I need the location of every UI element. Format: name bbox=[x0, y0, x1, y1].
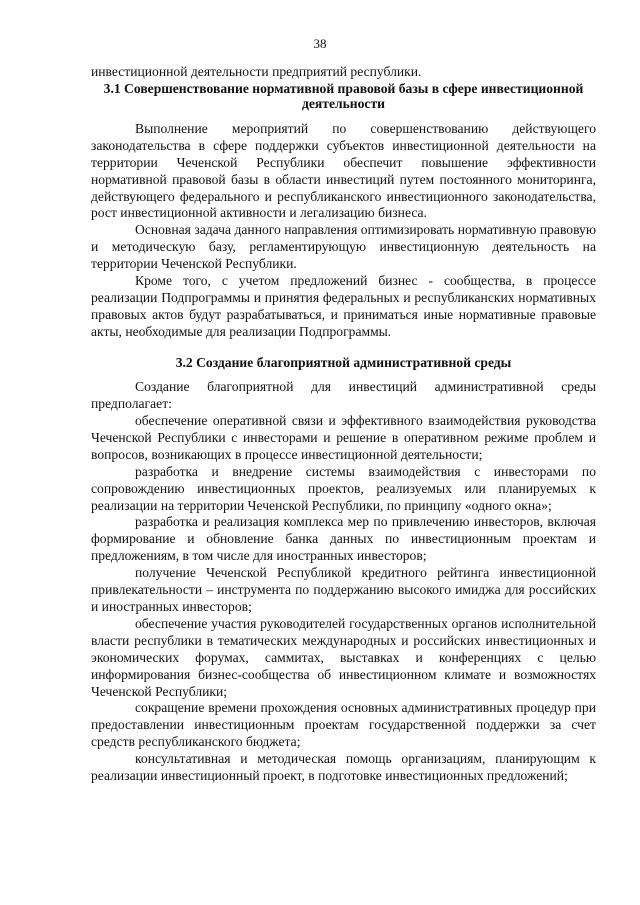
section-heading-3-2: 3.2 Создание благоприятной административной среды bbox=[175, 354, 512, 370]
paragraph: Кроме того, с учетом предложений бизнес - сообщества, в процессе реализации Подпрограммы и принятия федеральных и республиканских нормативных правовых актов будут разрабатываться, и приниматься иные нормативные правовые акты, необходимые для реализации Подпрограммы. bbox=[91, 273, 596, 339]
list-item: разработка и реализация комплекса мер по привлечению инвесторов, включая формирование и обновление банка данных по инвестиционным проектам и предложениям, в том числе для иностранных инвесторов; bbox=[91, 514, 596, 564]
list-item: получение Чеченской Республикой кредитного рейтинга инвестиционной привлекательности – инструмента по поддержанию высокого имиджа для российских и иностранных инвесторов; bbox=[91, 565, 596, 614]
page-number: 38 bbox=[313, 36, 327, 51]
paragraph: Создание благоприятной для инвестиций административной среды предполагает: bbox=[91, 379, 596, 412]
section-heading-3-1: 3.1 Совершенствование нормативной правовой базы в сфере инвестиционной деятельности bbox=[103, 80, 584, 112]
list-item: разработка и внедрение системы взаимодействия с инвесторами по сопровождению инвестиционных проектов, реализуемых или планируемых к реализации на территории Чеченской Республики, по принципу «одного окна»; bbox=[91, 463, 596, 513]
paragraph: Выполнение мероприятий по совершенствованию действующего законодательства в сфере поддержки субъектов инвестиционной деятельности на территории Чеченской Республики обеспечит повышение эффективности нормативной правовой базы в области инвестиций путем постоянного мониторинга, действующего федерального и республиканского инвестиционного законодательства, рост инвестиционной активности и легализацию бизнеса. bbox=[91, 120, 596, 221]
list-item: обеспечение оперативной связи и эффективного взаимодействия руководства Чеченской Республики с инвесторами и решение в оперативном режиме проблем и вопросов, возникающих в процессе инвестиционной деятельности; bbox=[91, 413, 596, 462]
list-item: консультативная и методическая помощь организациям, планирующим к реализации инвестиционный проект, в подготовке инвестиционных предложений; bbox=[91, 751, 596, 784]
list-item: сокращение времени прохождения основных административных процедур при предоставлении инвестиционным проектам государственной поддержки за счет средств республиканского бюджета; bbox=[91, 700, 596, 750]
page-content bbox=[91, 64, 596, 785]
paragraph: Основная задача данного направления оптимизировать нормативную правовую и методическую базу, регламентирующую инвестиционную деятельность на территории Чеченской Республики. bbox=[91, 222, 596, 272]
intro-line: инвестиционной деятельности предприятий республики. bbox=[91, 64, 422, 79]
list-item: обеспечение участия руководителей государственных органов исполнительной власти республики в тематических международных и российских инвестиционных и экономических форумах, саммитах, выставках и конференциях с целью информирования бизнес-сообщества об инвестиционном климате и возможностях Чеченской Республики; bbox=[91, 615, 596, 699]
